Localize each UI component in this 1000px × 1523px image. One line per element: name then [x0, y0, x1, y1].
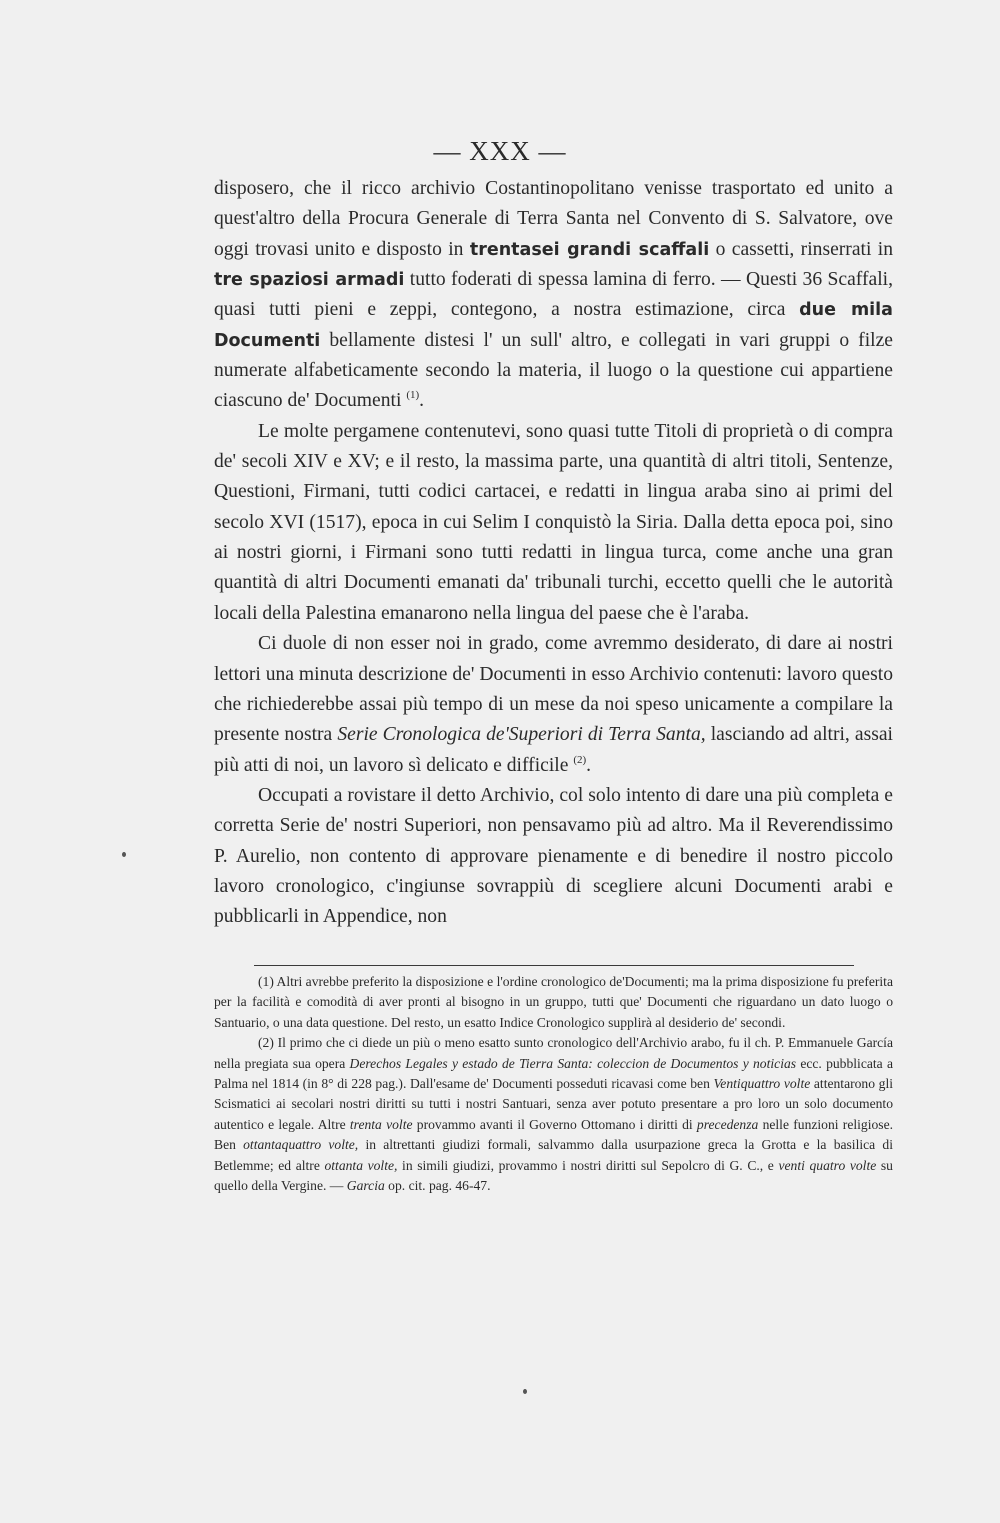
text-run: (1) Altri avrebbe preferito la disposizione e l'ordine cronologico de'Documenti; ma la prima disposizione fu preferita per la facilità e comodità di aver pronti al bisogno in un gruppo, tutti que' Documenti che riguardano un dato luogo o Santuario, o una data questione. Del resto, un esatto Indice Cronologico supplirà al desiderio de' secondi. — [214, 974, 893, 1030]
page-number: — XXX — — [433, 136, 567, 166]
italic-text: precedenza — [696, 1116, 759, 1132]
text-run: su quello della Vergine. — — [214, 1157, 893, 1194]
italic-text: Serie Cronologica de'Superiori di Terra Santa, — [337, 724, 706, 746]
italic-text: venti quatro volte — [778, 1157, 877, 1173]
text-run: provammo avanti il Governo Ottomano i diritti di — [412, 1116, 697, 1132]
bold-text: tre spaziosi armadi — [214, 270, 405, 291]
footnote — [214, 1033, 893, 1196]
paragraph — [214, 417, 893, 629]
italic-text: Garcia — [346, 1178, 385, 1194]
text-run: o cassetti, rinserrati in — [709, 238, 893, 260]
text-run: . — [419, 390, 425, 412]
text-run: Ci duole di non esser noi in grado, come avremmo desiderato, di dare ai nostri lettori una minuta descrizione de' Documenti in esso Archivio contenuti: lavoro questo che richiederebbe assai più tempo di un mese da noi speso unicamente a compilare la presente nostra — [214, 633, 893, 746]
footnote-separator — [254, 965, 854, 966]
paragraph — [214, 174, 893, 417]
italic-text: Derechos Legales y estado de Tierra Santa: coleccion de Documentos y noticias — [349, 1055, 797, 1071]
bold-text: due mila Documenti — [214, 300, 893, 351]
main-text — [214, 174, 893, 933]
footnote-ref: (2) — [573, 753, 587, 766]
text-run: nelle funzioni religiose. Ben — [214, 1116, 893, 1153]
italic-text: ottantaquattro volte, — [243, 1137, 359, 1153]
text-run: Occupati a rovistare il detto Archivio, col solo intento di dare una più completa e corretta Serie de' nostri Superiori, non pensavamo più ad altro. Ma il Reverendissimo P. Aurelio, non contento di approvare pienamente e di benedire il nostro piccolo lavoro cronologico, c'ingiunse sovrappiù di scegliere alcuni Documenti arabi e pubblicarli in Appendice, non — [214, 784, 893, 928]
text-run: bellamente distesi l' un sull' altro, e collegati in vari gruppi o filze numerate alfabeticamente secondo la materia, il luogo o la questione cui appartiene ciascuno de' Documenti — [214, 329, 893, 412]
text-run: (2) Il primo che ci diede un più o meno esatto sunto cronologico dell'Archivio arabo, fu il ch. P. Emmanuele García nella pregiata sua opera — [214, 1035, 893, 1071]
text-run: tutto foderati di spessa lamina di ferro. — Questi 36 Scaffali, quasi tutti pieni e zeppi, contegono, a nostra estimazione, circa — [214, 269, 893, 321]
footnotes — [214, 972, 893, 1196]
italic-text: Ventiquattro volte — [713, 1076, 811, 1092]
text-run: lasciando ad altri, assai più atti di noi, un lavoro sì delicato e difficile — [214, 724, 893, 776]
text-run: . — [586, 754, 592, 776]
bold-text: trentasei grandi scaffali — [469, 239, 710, 260]
paragraph — [214, 629, 893, 781]
footnote-ref: (1) — [406, 389, 420, 402]
text-run: in altrettanti giudizi formali, salvammo dalla usurpazione greca la Grotta e la basilica di Betlemme; ed altre — [214, 1137, 894, 1173]
text-run: op. cit. pag. 46-47. — [384, 1178, 491, 1194]
italic-text: trenta volte — [349, 1116, 413, 1132]
text-run: Le molte pergamene contenutevi, sono quasi tutte Titoli di proprietà o di compra de' secoli XIV e XV; e il resto, la massima parte, una quantità di altri titoli, Sentenze, Questioni, Firmani, tutti codici cartacei, e redatti in lingua araba sino ai primi del secolo XVI (1517), epoca in cui Selim I conquistò la Siria. Dalla detta epoca poi, sino ai nostri giorni, i Firmani sono tutti redatti in lingua turca, come anche una gran quantità di altri Documenti emanati da' tribunali turchi, eccetto quelli che le autorità locali della Palestina emanarono nella lingua del paese che è l'araba. — [214, 420, 893, 624]
text-run: attentarono gli Scismatici ai secolari nostri diritti su tutti i nostri Santuari, senza aver potuto presentare a pro loro un solo documento autentico e legale. Altre — [214, 1076, 894, 1132]
italic-text: ottanta volte, — [324, 1157, 398, 1173]
speck-mark — [523, 1389, 527, 1394]
paragraph — [214, 781, 893, 933]
footnote — [214, 972, 893, 1033]
text-run: disposero, che il ricco archivio Costantinopolitano venisse trasportato ed unito a quest'altro della Procura Generale di Terra Santa nel Convento di S. Salvatore, ove oggi trovasi unito e disposto in — [214, 178, 893, 260]
speck-mark — [122, 852, 126, 857]
text-run: ecc. pubblicata a Palma nel 1814 (in 8° di 228 pag.). Dall'esame de' Documenti posseduti ricavasi come ben — [214, 1055, 893, 1092]
text-run: in simili giudizi, provammo i nostri diritti sul Sepolcro di G. C., e — [397, 1157, 779, 1173]
